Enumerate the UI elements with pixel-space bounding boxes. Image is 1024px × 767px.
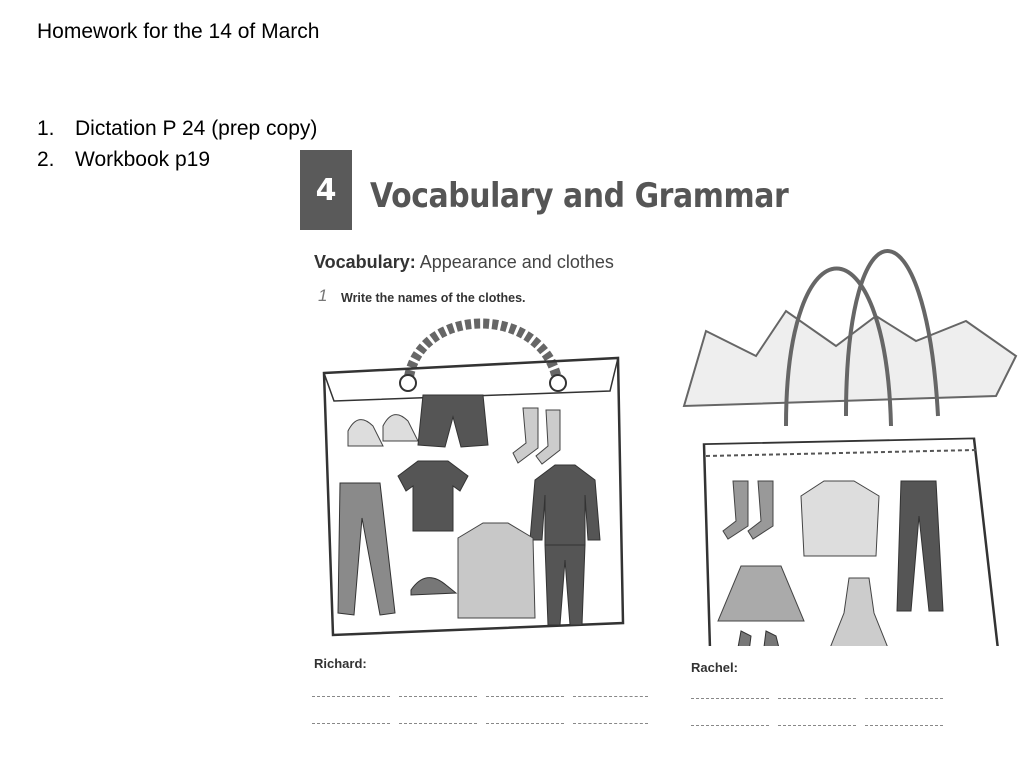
workbook-page-image	[298, 148, 1020, 748]
section-heading-topic: Appearance and clothes	[415, 252, 614, 272]
section-heading-bold: Vocabulary:	[314, 252, 416, 272]
trousers-icon	[897, 481, 943, 611]
homework-list	[37, 113, 317, 175]
answer-line[interactable]	[691, 698, 769, 699]
answer-line[interactable]	[573, 696, 648, 697]
skirt-icon	[718, 566, 804, 621]
shorts-icon	[418, 395, 488, 447]
section-heading	[314, 252, 614, 273]
tracksuit-icon	[530, 465, 600, 625]
answer-line[interactable]	[312, 723, 390, 724]
exercise-instruction: Write the names of the clothes.	[341, 291, 526, 305]
dress-icon	[814, 578, 904, 646]
trainers-icon	[348, 415, 418, 446]
boots-icon	[723, 481, 773, 539]
answer-line[interactable]	[486, 696, 564, 697]
t-shirt-icon	[398, 461, 468, 531]
list-item-number: 1.	[37, 117, 55, 140]
answer-line[interactable]	[486, 723, 564, 724]
cap-icon	[411, 578, 456, 595]
unit-number-box: 4	[300, 150, 352, 230]
answer-line[interactable]	[399, 723, 477, 724]
list-item	[37, 144, 317, 175]
slide-title: Homework for the 14 of March	[37, 20, 320, 43]
bag-handle	[408, 324, 558, 386]
richard-label: Richard:	[314, 656, 367, 671]
jacket-icon	[801, 481, 879, 556]
answer-line[interactable]	[778, 725, 856, 726]
answer-line[interactable]	[865, 725, 943, 726]
answer-line[interactable]	[865, 698, 943, 699]
richard-bag-illustration	[318, 313, 628, 643]
unit-title: Vocabulary and Grammar	[370, 176, 789, 216]
answer-line[interactable]	[399, 696, 477, 697]
rachel-bag-illustration	[676, 226, 1021, 646]
answer-line[interactable]	[573, 723, 648, 724]
list-item-number: 2.	[37, 148, 55, 171]
list-item	[37, 113, 317, 144]
answer-line[interactable]	[312, 696, 390, 697]
exercise-number: 1	[318, 286, 328, 305]
shirt-icon	[458, 523, 535, 618]
answer-line[interactable]	[778, 698, 856, 699]
shoes-icon	[731, 631, 786, 646]
socks-icon	[513, 408, 560, 464]
jeans-icon	[338, 483, 395, 615]
rachel-label: Rachel:	[691, 660, 738, 675]
list-item-text: Dictation P 24 (prep copy)	[75, 117, 318, 140]
list-item-text: Workbook p19	[75, 148, 211, 171]
answer-line[interactable]	[691, 725, 769, 726]
